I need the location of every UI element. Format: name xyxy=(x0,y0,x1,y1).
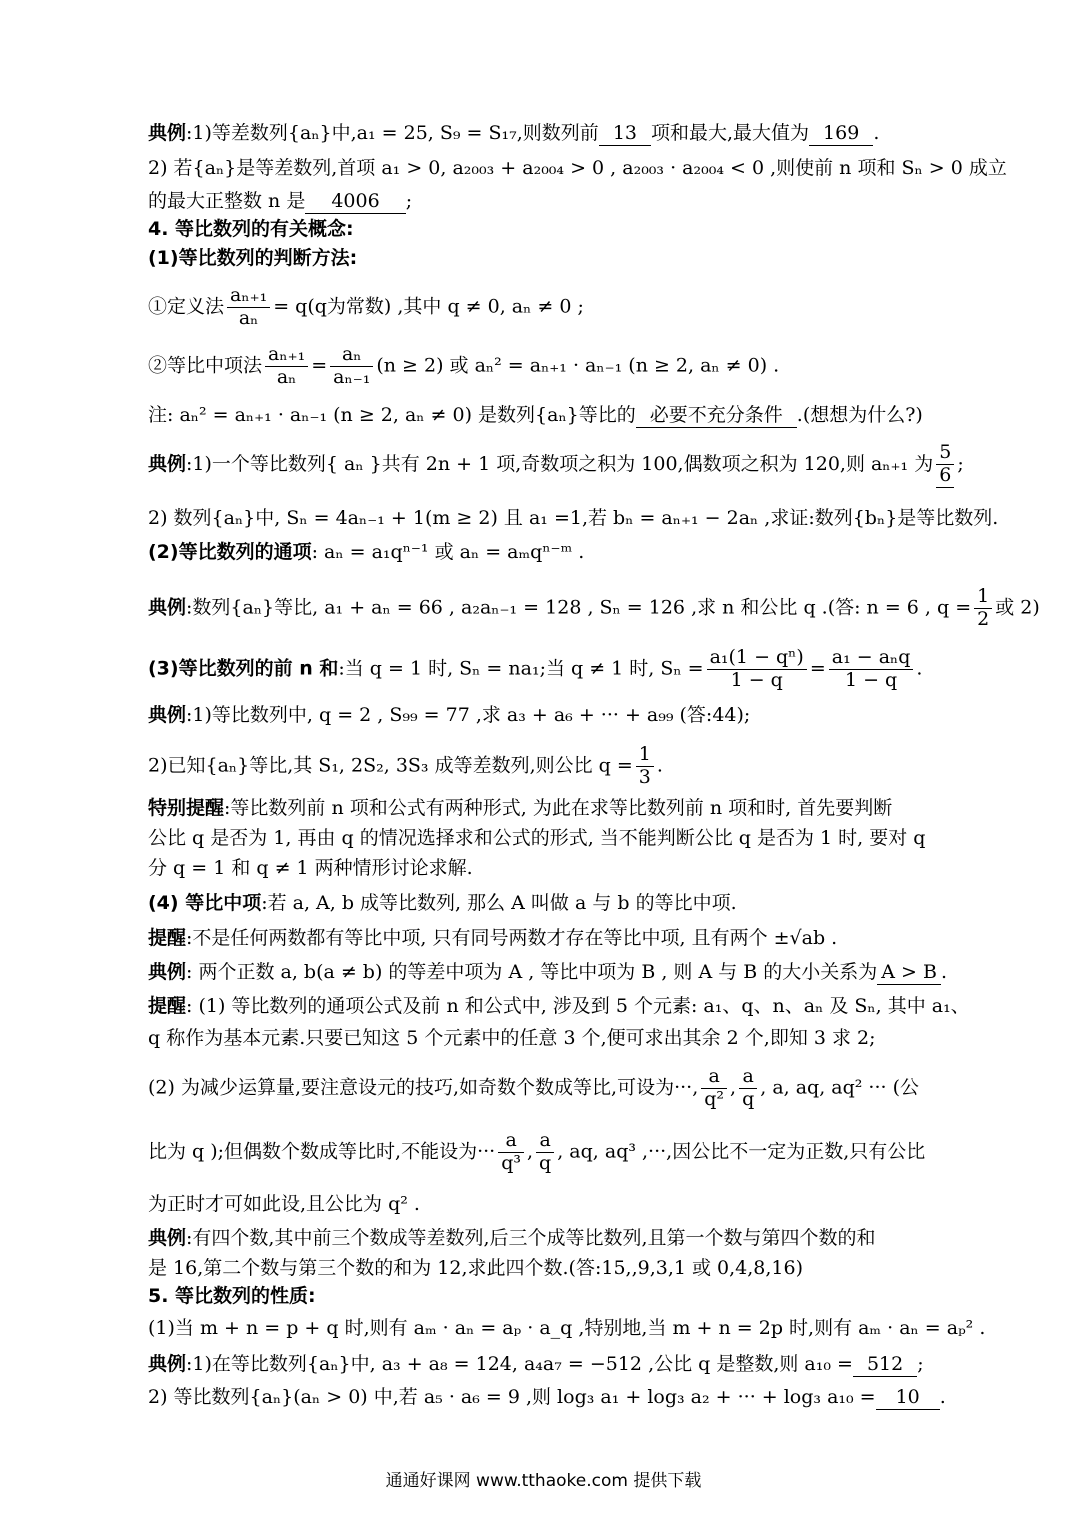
line-example-2: 2) 数列{aₙ}中, Sₙ = 4aₙ₋₁ + 1(m ≥ 2) 且 a₁ =1,若 bₙ = aₙ₊₁ − 2aₙ ,求证:数列{bₙ}是等比数列. xyxy=(148,507,999,529)
fraction: $\frac{\text{aₙ}}{\text{aₙ₋₁}}$ xyxy=(330,344,373,389)
line-example-5: 2)已知{aₙ}等比,其 S₁, 2S₂, 3S₃ 成等差数列,则公比 q = $\frac{1}{3}$ . xyxy=(148,743,663,788)
fraction: $\frac{1}{3}$ xyxy=(636,744,654,789)
line-tip-3: q 称作为基本元素.只要已知这 5 个元素中的任意 3 个,便可求出其余 2 个,即知 3 求 2; xyxy=(148,1027,876,1049)
line-definition: ①定义法 $\frac{\text{aₙ₊₁}}{\text{aₙ}}$ = q(q为常数) ,其中 q ≠ 0, aₙ ≠ 0 ; xyxy=(148,284,584,329)
line-tip-4: (2) 为减少运算量,要注意设元的技巧,如奇数个数成等比,可设为···, $\frac{a}{\text{q²}}$ , $\frac{a}{q}$ , a, aq, aq² ··· (公 xyxy=(148,1065,920,1110)
line-3: 的最大正整数 n 是 4006 ; xyxy=(148,190,413,212)
fraction: $\frac{a}{\text{q³}}$ xyxy=(498,1130,524,1175)
line-tip-1: 提醒:不是任何两数都有等比中项, 只有同号两数才存在等比中项, 且有两个 ±√ab . xyxy=(148,927,838,949)
line-middle-term: ②等比中项法 $\frac{\text{aₙ₊₁}}{\text{aₙ}}$ = $\frac{\text{aₙ}}{\text{aₙ₋₁}}$ (n ≥ 2) 或 aₙ² = aₙ₊₁ · aₙ₋₁ (n ≥ 2, aₙ ≠ 0) . xyxy=(148,343,780,388)
line-example-7: 典例:有四个数,其中前三个数成等差数列,后三个成等比数列,且第一个数与第四个数的和 xyxy=(148,1227,876,1249)
line-tip-2: 提醒: (1) 等比数列的通项公式及前 n 和公式中, 涉及到 5 个元素: a₁、q、n、aₙ 及 Sₙ, 其中 a₁、 xyxy=(148,995,970,1017)
fraction: $\frac{\text{a₁ − aₙq}}{1 - q}$ xyxy=(829,647,914,692)
line-sum: (3)等比数列的前 n 和:当 q = 1 时, Sₙ = na₁;当 q ≠ 1 时, Sₙ = $\frac{\text{a₁(1 − qⁿ)}}{1 - q}$ = $\frac{\text{a₁ − aₙq}}{1 - q}$ . xyxy=(148,646,923,691)
line-reminder-2: 公比 q 是否为 1, 再由 q 的情况选择求和公式的形式, 当不能判断公比 q 是否为 1 时, 要对 q xyxy=(148,827,926,849)
line-general-term: (2)等比数列的通项: aₙ = a₁qⁿ⁻¹ 或 aₙ = aₘqⁿ⁻ᵐ . xyxy=(148,541,585,563)
line-example-3: 典例:数列{aₙ}等比, a₁ + aₙ = 66 , a₂aₙ₋₁ = 128 , Sₙ = 126 ,求 n 和公比 q .(答: n = 6 , q = $\frac{1}{2}$ 或 2) xyxy=(148,585,1040,630)
line-example-1: 典例:1)一个等比数列{ aₙ }共有 2n + 1 项,奇数项之积为 100,偶数项之积为 120,则 aₙ₊₁ 为 $\frac{5}{6}$ ; xyxy=(148,441,964,486)
fraction: $\frac{a}{\text{q²}}$ xyxy=(701,1066,727,1111)
line-example-9: 2) 等比数列{aₙ}(aₙ > 0) 中,若 a₅ · a₆ = 9 ,则 log₃ a₁ + log₃ a₂ + ··· + log₃ a₁₀ = 10 . xyxy=(148,1386,946,1408)
line-2: 2) 若{aₙ}是等差数列,首项 a₁ > 0, a₂₀₀₃ + a₂₀₀₄ > 0 , a₂₀₀₃ · a₂₀₀₄ < 0 ,则使前 n 项和 Sₙ > 0 成立 xyxy=(148,157,1007,179)
section-heading-5: 5. 等比数列的性质: xyxy=(148,1285,316,1307)
fraction: $\frac{a}{q}$ xyxy=(536,1130,554,1175)
line-example-4: 典例:1)等比数列中, q = 2 , S₉₉ = 77 ,求 a₃ + a₆ + ··· + a₉₉ (答:44); xyxy=(148,704,751,726)
line-tip-5: 比为 q );但偶数个数成等比时,不能设为··· $\frac{a}{\text{q³}}$ , $\frac{a}{q}$ , aq, aq³ ,···,因公比不一定为正数,只有公比 xyxy=(148,1129,926,1174)
line-example-7b: 是 16,第二个数与第三个数的和为 12,求此四个数.(答:15,,9,3,1 或 0,4,8,16) xyxy=(148,1257,804,1279)
fraction: $\frac{\text{a₁(1 − qⁿ)}}{1 - q}$ xyxy=(707,647,807,692)
line-1: 典例:1)等差数列{aₙ}中,a₁ = 25, S₉ = S₁₇,则数列前 13 项和最大,最大值为 169 . xyxy=(148,122,880,144)
line-reminder-3: 分 q = 1 和 q ≠ 1 两种情形讨论求解. xyxy=(148,857,473,879)
fraction: $\frac{5}{6}$ xyxy=(936,442,954,488)
line-note: 注: aₙ² = aₙ₊₁ · aₙ₋₁ (n ≥ 2, aₙ ≠ 0) 是数列{aₙ}等比的 必要不充分条件 .(想想为什么?) xyxy=(148,404,923,426)
fraction: $\frac{\text{aₙ₊₁}}{\text{aₙ}}$ xyxy=(227,285,270,330)
page-footer: 通通好课网 www.tthaoke.com 提供下载 xyxy=(385,1471,702,1491)
fraction: $\frac{a}{q}$ xyxy=(739,1066,757,1111)
line-example-6: 典例: 两个正数 a, b(a ≠ b) 的等差中项为 A , 等比中项为 B , 则 A 与 B 的大小关系为 A > B . xyxy=(148,961,947,983)
line-geometric-mean: (4) 等比中项:若 a, A, b 成等比数列, 那么 A 叫做 a 与 b 的等比中项. xyxy=(148,892,737,914)
fraction: $\frac{1}{2}$ xyxy=(974,586,992,631)
subheading-judgement: (1)等比数列的判断方法: xyxy=(148,247,358,269)
section-heading-4: 4. 等比数列的有关概念: xyxy=(148,218,354,240)
line-tip-6: 为正时才可如此设,且公比为 q² . xyxy=(148,1193,420,1215)
fraction: $\frac{\text{aₙ₊₁}}{\text{aₙ}}$ xyxy=(265,344,308,389)
line-reminder-1: 特别提醒:等比数列前 n 项和公式有两种形式, 为此在求等比数列前 n 项和时, 首先要判断 xyxy=(148,797,893,819)
line-example-8: 典例:1)在等比数列{aₙ}中, a₃ + a₈ = 124, a₄a₇ = −512 ,公比 q 是整数,则 a₁₀ = 512 ; xyxy=(148,1353,924,1375)
line-property-1: (1)当 m + n = p + q 时,则有 aₘ · aₙ = aₚ · a_q ,特别地,当 m + n = 2p 时,则有 aₘ · aₙ = aₚ² . xyxy=(148,1317,986,1339)
